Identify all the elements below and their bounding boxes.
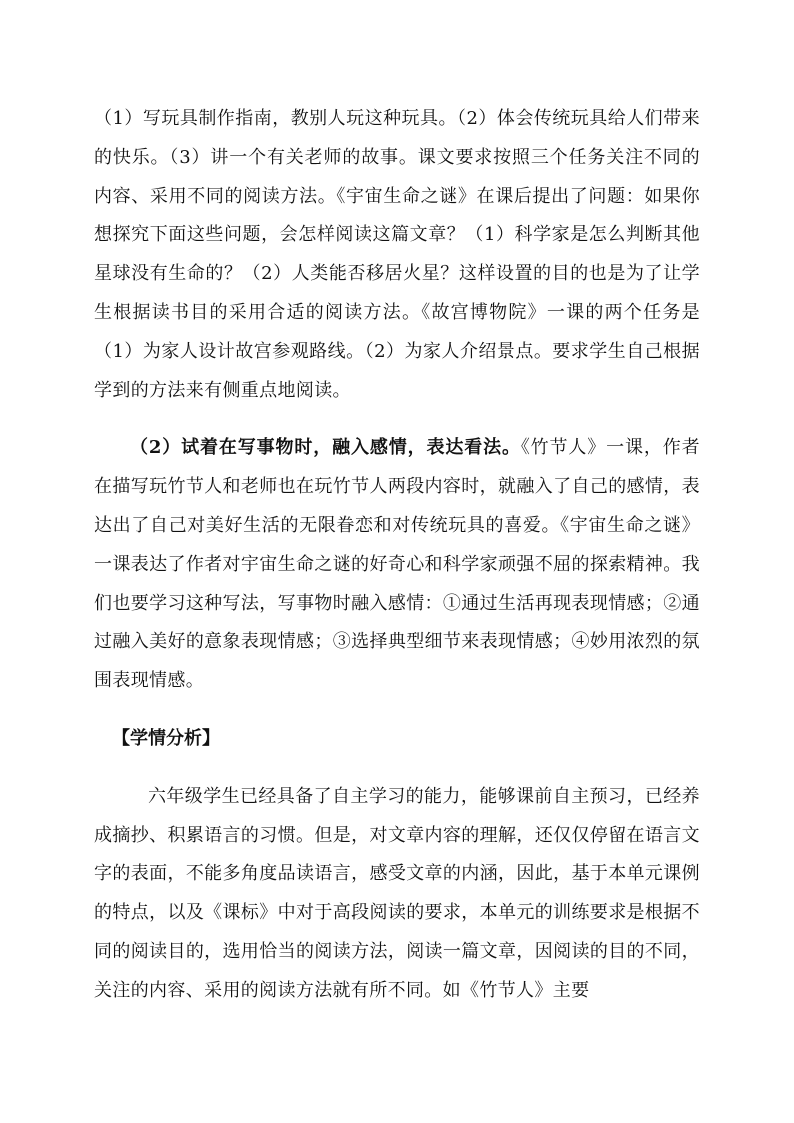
paragraph-body: 《竹节人》一课，作者在描写玩竹节人和老师也在玩竹节人两段内容时，就融入了自己的感情，表达出了自己对美好生活的无限眷恋和对传统玩具的喜爱。《宇宙生命之谜》一课表达了作者对宇宙生命之谜的好奇心和科学家顽强不屈的探索精神。我们也要学习这种写法，写事物时融入感情：①通过生活再现表现情感；②通过融入美好的意象表现情感；③选择典型细节来表现情感；④妙用浓烈的氛围表现情感。 — [94, 437, 700, 692]
paragraph-lead-bold: （2）试着在写事物时，融入感情，表达看法。 — [130, 437, 521, 459]
document-page — [94, 100, 700, 1011]
paragraph-reading-tasks: （1）写玩具制作指南，教别人玩这种玩具。（2）体会传统玩具给人们带来的快乐。（3）讲一个有关老师的故事。课文要求按照三个任务关注不同的内容、采用不同的阅读方法。《宇宙生命之谜》在课后提出了问题：如果你想探究下面这些问题，会怎样阅读这篇文章？（1）科学家是怎么判断其他星球没有生命的？（2）人类能否移居火星？这样设置的目的也是为了让学生根据读书目的采用合适的阅读方法。《故宫博物院》一课的两个任务是（1）为家人设计故宫参观路线。（2）为家人介绍景点。要求学生自己根据学到的方法来有侧重点地阅读。 — [94, 108, 700, 401]
paragraph-student-analysis: 六年级学生已经具备了自主学习的能力，能够课前自主预习，已经养成摘抄、积累语言的习惯。但是，对文章内容的理解，还仅仅停留在语言文字的表面，不能多角度品读语言，感受文章的内涵，因此，基于本单元课例的特点，以及《课标》中对于高段阅读的要求，本单元的训练要求是根据不同的阅读目的，选用恰当的阅读方法，阅读一篇文章，因阅读的目的不同，关注的内容、采用的阅读方法就有所不同。如《竹节人》主要 — [94, 785, 700, 1001]
paragraph-writing-emotion — [94, 429, 700, 701]
section-heading-student-analysis: 【学情分析】 — [112, 727, 220, 749]
